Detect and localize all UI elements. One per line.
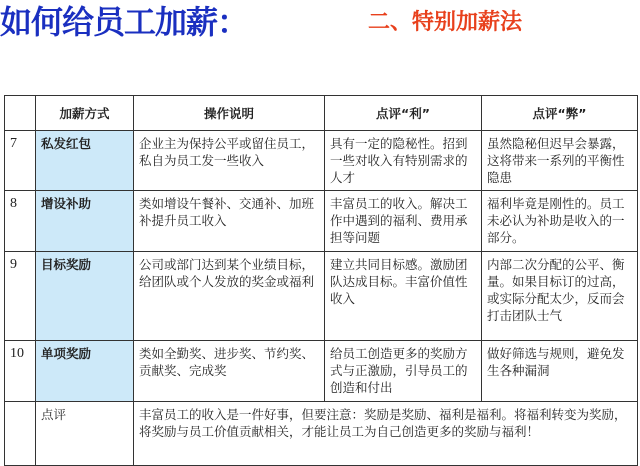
description-cell: 企业主为保持公平或留住员工，私自为员工发一些收入 <box>134 131 325 191</box>
con-cell: 虽然隐秘但迟早会暴露，这将带来一系列的平衡性隐患 <box>482 131 638 191</box>
empty-cell <box>5 402 36 466</box>
table-row <box>5 131 638 191</box>
pro-cell: 具有一定的隐秘性。招到一些对收入有特别需求的人才 <box>325 131 482 191</box>
raise-methods-table <box>4 95 638 466</box>
slide-subtitle: 二、特别加薪法 <box>368 10 523 35</box>
table-row <box>5 252 638 341</box>
method-cell: 私发红包 <box>36 131 134 191</box>
pro-cell: 建立共同目标感。激励团队达成目标。丰富价值性收入 <box>325 252 482 341</box>
column-header: 点评“利” <box>325 96 482 131</box>
con-cell: 做好筛选与规则，避免发生各种漏洞 <box>482 341 638 402</box>
summary-row <box>5 402 638 466</box>
summary-label: 点评 <box>36 402 134 466</box>
description-cell: 公司或部门达到某个业绩目标，给团队或个人发放的奖金或福利 <box>134 252 325 341</box>
con-cell: 福利毕竟是刚性的。员工未必认为补助是收入的一部分。 <box>482 191 638 252</box>
table-row <box>5 341 638 402</box>
table-row <box>5 191 638 252</box>
column-header: 点评“弊” <box>482 96 638 131</box>
column-header: 操作说明 <box>134 96 325 131</box>
method-cell: 单项奖励 <box>36 341 134 402</box>
con-cell: 内部二次分配的公平、衡量。如果目标订的过高，或实际分配太少，反而会打击团队士气 <box>482 252 638 341</box>
method-cell: 目标奖励 <box>36 252 134 341</box>
description-cell: 类如全勤奖、进步奖、节约奖、贡献奖、完成奖 <box>134 341 325 402</box>
row-number: 8 <box>5 191 36 252</box>
row-number: 9 <box>5 252 36 341</box>
row-number: 7 <box>5 131 36 191</box>
column-header <box>5 96 36 131</box>
method-cell: 增设补助 <box>36 191 134 252</box>
table-header-row <box>5 96 638 131</box>
slide-title: 如何给员工加薪： <box>0 3 249 41</box>
description-cell: 类如增设午餐补、交通补、加班补提升员工收入 <box>134 191 325 252</box>
row-number: 10 <box>5 341 36 402</box>
summary-text: 丰富员工的收入是一件好事，但要注意：奖励是奖励、福利是福利。将福利转变为奖励，将奖励与员工价值贡献相关，才能让员工为自己创造更多的奖励与福利！ <box>134 402 638 466</box>
pro-cell: 给员工创造更多的奖励方式与正激励，引导员工的创造和付出 <box>325 341 482 402</box>
pro-cell: 丰富员工的收入。解决工作中遇到的福利、费用承担等问题 <box>325 191 482 252</box>
column-header: 加薪方式 <box>36 96 134 131</box>
